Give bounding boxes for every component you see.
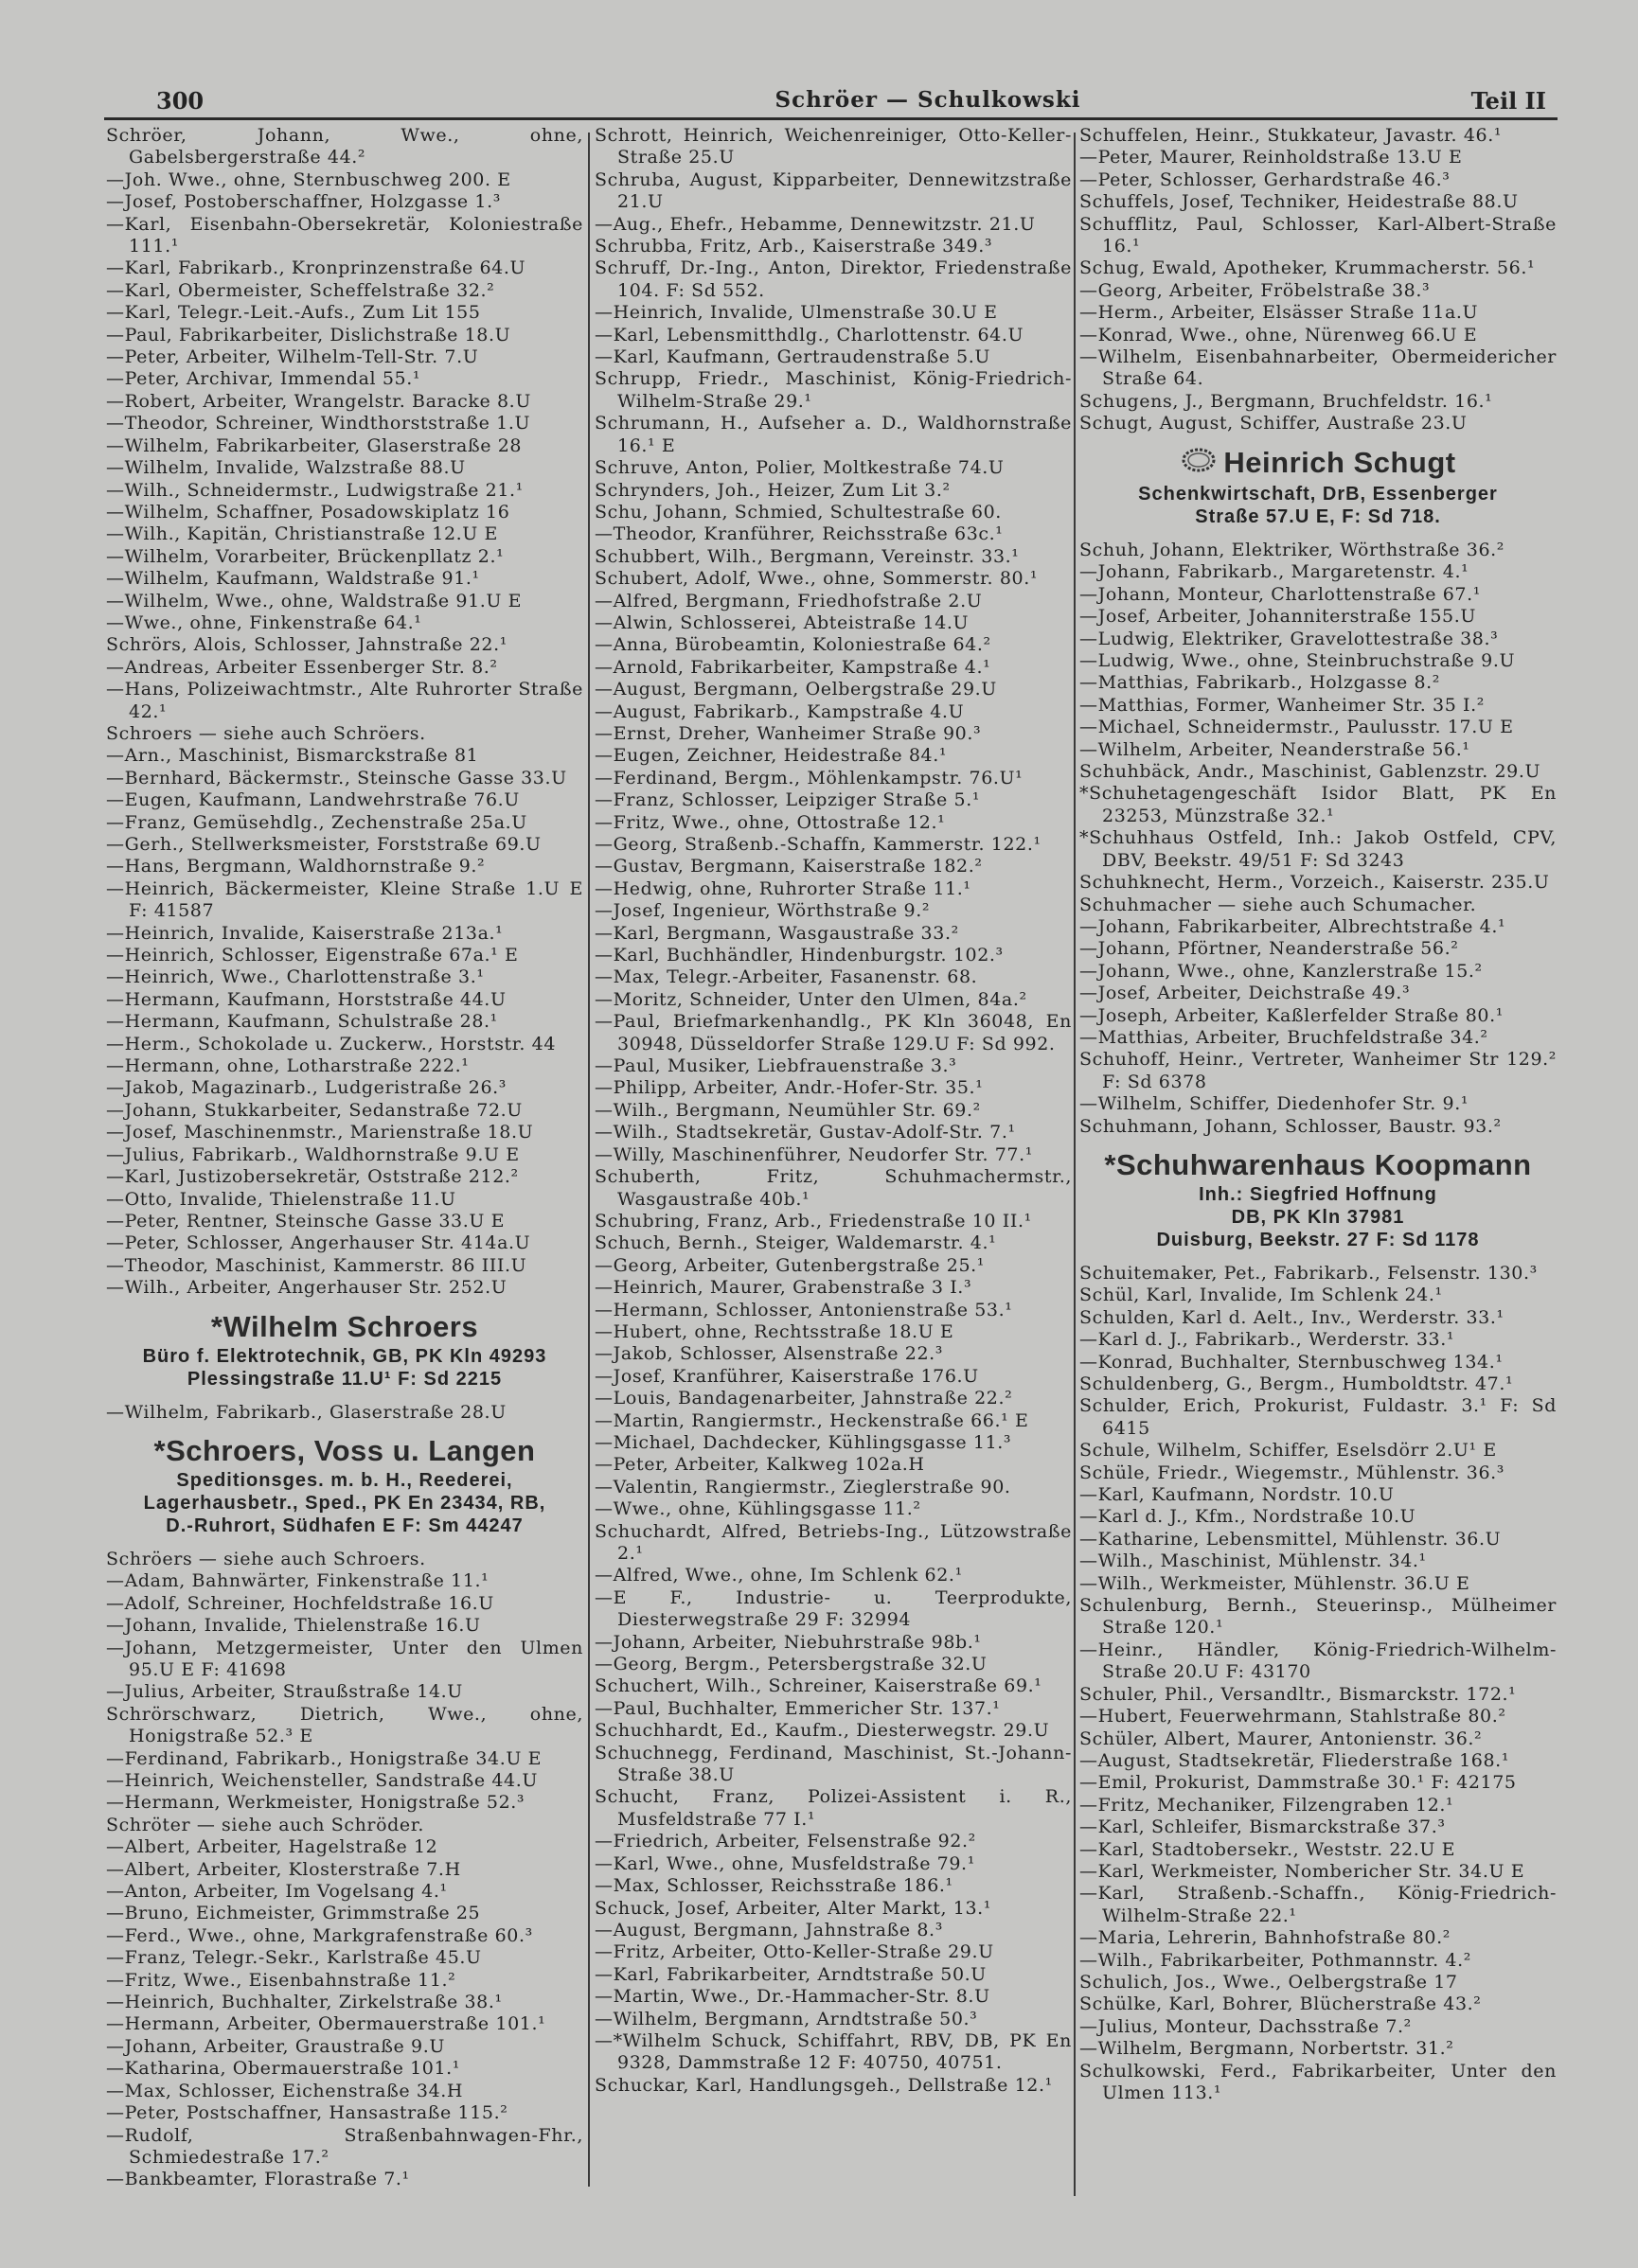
directory-entry: —Wilhelm, Schiffer, Diedenhofer Str. 9.¹ xyxy=(1079,1093,1469,1115)
directory-entry: —Hermann, Schlosser, Antonienstraße 53.¹ xyxy=(595,1299,1013,1320)
directory-entry: —Peter, Maurer, Reinholdstraße 13.U E xyxy=(1079,147,1463,168)
directory-entry: —Albert, Arbeiter, Hagelstraße 12 xyxy=(106,1836,438,1858)
directory-entry: —Peter, Postschaffner, Hansastraße 115.² xyxy=(106,2102,508,2124)
directory-entry: —Michael, Schneidermstr., Paulusstr. 17.U E xyxy=(1079,717,1514,738)
advertisement-line: Straße 57.U E, F: Sd 718. xyxy=(1195,506,1441,527)
directory-entry: Schulich, Jos., Wwe., Oelbergstraße 17 xyxy=(1079,1971,1458,1993)
directory-entry: —Matthias, Former, Wanheimer Str. 35 I.² xyxy=(1079,694,1486,716)
directory-entry: —Theodor, Maschinist, Kammerstr. 86 III.U xyxy=(106,1254,527,1276)
directory-entry: Schüle, Friedr., Wiegemstr., Mühlenstr. 36.³ xyxy=(1079,1462,1505,1483)
directory-entry: —Emil, Prokurist, Dammstraße 30.¹ F: 42175 xyxy=(1079,1772,1517,1794)
directory-entry: Schulder, Erich, Prokurist, Fuldastr. 3.¹ F: Sd 6415 xyxy=(1079,1395,1557,1439)
directory-entry: —Karl, Kaufmann, Nordstr. 10.U xyxy=(1079,1484,1395,1506)
directory-entry: —Max, Telegr.-Arbeiter, Fasanenstr. 68. xyxy=(595,966,978,988)
directory-entry: —Anton, Arbeiter, Im Vogelsang 4.¹ xyxy=(106,1881,448,1903)
directory-entry: Schrynders, Joh., Heizer, Zum Lit 3.² xyxy=(595,479,951,501)
advertisement-block xyxy=(106,1309,583,1391)
directory-entry: —Michael, Dachdecker, Kühlingsgasse 11.³ xyxy=(595,1431,1012,1453)
directory-entry: —Johann, Monteur, Charlottenstraße 67.¹ xyxy=(1079,583,1481,605)
directory-entry: —Arn., Maschinist, Bismarckstraße 81 xyxy=(106,745,479,767)
directory-entry: —Wwe., ohne, Finkenstraße 64.¹ xyxy=(106,611,422,633)
directory-entry: —Johann, Fabrikarb., Margaretenstr. 4.¹ xyxy=(1079,561,1469,583)
directory-entry: —Karl d. J., Kfm., Nordstraße 10.U xyxy=(1079,1506,1416,1528)
directory-entry: —Franz, Gemüsehdlg., Zechenstraße 25a.U xyxy=(106,811,527,833)
directory-entry: Schrubba, Fritz, Arb., Kaiserstraße 349.³ xyxy=(595,236,993,257)
directory-entry: Schulden, Karl d. Aelt., Inv., Werderstr. 33.¹ xyxy=(1079,1306,1504,1328)
directory-entry: —Julius, Monteur, Dachsstraße 7.² xyxy=(1079,2015,1412,2037)
directory-entry: —Karl, Obermeister, Scheffelstraße 32.² xyxy=(106,279,495,301)
directory-entry: Schubring, Franz, Arb., Friedenstraße 10 II.¹ xyxy=(595,1210,1032,1231)
directory-entry: —August, Fabrikarb., Kampstraße 4.U xyxy=(595,700,965,722)
directory-entry: —Wilh., Bergmann, Neumühler Str. 69.² xyxy=(595,1099,981,1121)
directory-entry: —Bernhard, Bäckermstr., Steinsche Gasse 33.U xyxy=(106,767,567,788)
directory-entry: —Konrad, Wwe., ohne, Nürenweg 66.U E xyxy=(1079,324,1478,346)
directory-entry: Schuckar, Karl, Handlungsgeh., Dellstraße 12.¹ xyxy=(595,2074,1053,2096)
directory-entry: Schuchnegg, Ferdinand, Maschinist, St.-Johann-Straße 38.U xyxy=(595,1742,1072,1786)
directory-entry: Schruve, Anton, Polier, Moltkestraße 74.U xyxy=(595,457,1005,479)
directory-entry: —Theodor, Kranführer, Reichsstraße 63c.¹ xyxy=(595,523,1004,545)
directory-entry: —E F., Industrie- u. Teerprodukte, Diesterwegstraße 29 F: 32994 xyxy=(595,1586,1072,1631)
directory-entry: —Julius, Fabrikarb., Waldhornstraße 9.U E xyxy=(106,1143,520,1165)
directory-entry: —Julius, Arbeiter, Straußstraße 14.U xyxy=(106,1681,463,1703)
directory-entry: —Ferdinand, Bergm., Möhlenkampstr. 76.U¹ xyxy=(595,767,1024,788)
directory-entry: —Ernst, Dreher, Wanheimer Straße 90.³ xyxy=(595,722,982,744)
page-header xyxy=(104,83,1558,120)
directory-entry: Schröer, Johann, Wwe., ohne, Gabelsbergerstraße 44.² xyxy=(106,125,583,168)
directory-entry: —Konrad, Buchhalter, Sternbuschweg 134.¹ xyxy=(1079,1351,1504,1373)
column-3 xyxy=(1079,125,1557,2104)
advertisement-title xyxy=(106,1433,583,1469)
laurel-wreath-icon xyxy=(1180,446,1218,483)
directory-entry: Schufflitz, Paul, Schlosser, Karl-Albert-Straße 16.¹ xyxy=(1079,213,1557,257)
directory-entry: Schuchardt, Alfred, Betriebs-Ing., Lützowstraße 2.¹ xyxy=(595,1520,1072,1564)
directory-entry: —Karl, Fabrikarbeiter, Arndtstraße 50.U xyxy=(595,1963,987,1985)
advertisement-line: Duisburg, Beekstr. 27 F: Sd 1178 xyxy=(1156,1229,1480,1250)
directory-entry: —Wilhelm, Fabrikarb., Glaserstraße 28.U xyxy=(106,1401,507,1423)
directory-entry: —Paul, Musiker, Liebfrauenstraße 3.³ xyxy=(595,1055,957,1077)
directory-entry: —Hermann, Arbeiter, Obermauerstraße 101.¹ xyxy=(106,2013,546,2035)
directory-entry: —Heinrich, Maurer, Grabenstraße 3 I.³ xyxy=(595,1277,972,1299)
directory-entry: Schuberth, Fritz, Schuhmachermstr., Wasgaustraße 40b.¹ xyxy=(595,1166,1072,1210)
directory-entry: —Hans, Bergmann, Waldhornstraße 9.² xyxy=(106,856,486,877)
directory-entry: —Wilh., Stadtsekretär, Gustav-Adolf-Str. 7.¹ xyxy=(595,1122,1016,1143)
directory-entry: —Karl, Schleifer, Bismarckstraße 37.³ xyxy=(1079,1816,1446,1838)
directory-entry: —August, Stadtsekretär, Fliederstraße 168.¹ xyxy=(1079,1749,1510,1771)
directory-entry: *Schuhetagengeschäft Isidor Blatt, PK En 23253, Münzstraße 32.¹ xyxy=(1079,783,1557,826)
directory-entry: Schröers — siehe auch Schroers. xyxy=(106,1548,426,1569)
directory-entry: —Josef, Kranführer, Kaiserstraße 176.U xyxy=(595,1365,979,1387)
directory-entry: —Wilhelm, Invalide, Walzstraße 88.U xyxy=(106,457,466,479)
directory-entry: Schuler, Phil., Versandltr., Bismarckstr. 172.¹ xyxy=(1079,1683,1517,1705)
directory-entry: —Bankbeamter, Florastraße 7.¹ xyxy=(106,2169,410,2190)
advertisement-line: Büro f. Elektrotechnik, GB, PK Kln 49293 xyxy=(142,1345,547,1367)
directory-entry: —Valentin, Rangiermstr., Zieglerstraße 90. xyxy=(595,1476,1011,1497)
page-number: 300 xyxy=(156,87,205,115)
directory-entry: —Wilhelm, Arbeiter, Neanderstraße 56.¹ xyxy=(1079,738,1470,760)
directory-entry: Schule, Wilhelm, Schiffer, Eselsdörr 2.U¹ E xyxy=(1079,1440,1497,1462)
directory-entry: Schuhoff, Heinr., Vertreter, Wanheimer Str 129.² F: Sd 6378 xyxy=(1079,1049,1557,1092)
directory-entry: —Johann, Metzgermeister, Unter den Ulmen 95.U E F: 41698 xyxy=(106,1637,583,1680)
directory-entry: —Heinr., Händler, König-Friedrich-Wilhelm-Straße 20.U F: 43170 xyxy=(1079,1639,1557,1683)
directory-entry: —Hermann, Werkmeister, Honigstraße 52.³ xyxy=(106,1792,525,1814)
directory-entry: —Heinrich, Wwe., Charlottenstraße 3.¹ xyxy=(106,966,485,988)
directory-entry: —Hans, Polizeiwachtmstr., Alte Ruhrorter Straße 42.¹ xyxy=(106,679,583,722)
directory-entry: —Peter, Arbeiter, Wilhelm-Tell-Str. 7.U xyxy=(106,346,479,368)
directory-entry: —Karl, Stadtobersekr., Weststr. 22.U E xyxy=(1079,1838,1456,1860)
directory-entry: —Georg, Bergm., Petersbergstraße 32.U xyxy=(595,1654,988,1675)
directory-entry: Schuhmann, Johann, Schlosser, Baustr. 93.² xyxy=(1079,1115,1502,1137)
directory-entry: Schug, Ewald, Apotheker, Krummacherstr. 56.¹ xyxy=(1079,257,1536,279)
directory-entry: Schulenburg, Bernh., Steuerinsp., Mülheimer Straße 120.¹ xyxy=(1079,1595,1557,1639)
directory-entry: —Otto, Invalide, Thielenstraße 11.U xyxy=(106,1188,456,1210)
advertisement-line: Speditionsges. m. b. H., Reederei, xyxy=(176,1469,513,1491)
directory-entry: Schuhbäck, Andr., Maschinist, Gablenzstr. 29.U xyxy=(1079,761,1541,783)
directory-entry: —Adolf, Schreiner, Hochfeldstraße 16.U xyxy=(106,1592,494,1614)
directory-entry: —Willy, Maschinenführer, Neudorfer Str. 77.¹ xyxy=(595,1143,1033,1165)
directory-entry: *Schuhhaus Ostfeld, Inh.: Jakob Ostfeld, CPV, DBV, Beekstr. 49/51 F: Sd 3243 xyxy=(1079,827,1557,871)
directory-entry: —Fritz, Mechaniker, Filzengraben 12.¹ xyxy=(1079,1794,1454,1816)
advertisement-line: DB, PK Kln 37981 xyxy=(1231,1206,1405,1228)
directory-entry: Schülke, Karl, Bohrer, Blücherstraße 43.² xyxy=(1079,1993,1482,2015)
directory-entry: —Jakob, Magazinarb., Ludgeristraße 26.³ xyxy=(106,1077,507,1099)
advertisement-title xyxy=(1079,1147,1557,1183)
directory-entry: Schruff, Dr.-Ing., Anton, Direktor, Friedenstraße 104. F: Sd 552. xyxy=(595,257,1072,301)
directory-entry: Schrörschwarz, Dietrich, Wwe., ohne, Honigstraße 52.³ E xyxy=(106,1703,583,1747)
directory-entry: Schuck, Josef, Arbeiter, Alter Markt, 13.¹ xyxy=(595,1897,992,1919)
directory-entry: —Eugen, Zeichner, Heidestraße 84.¹ xyxy=(595,745,948,767)
directory-entry: —Hedwig, ohne, Ruhrorter Straße 11.¹ xyxy=(595,877,971,899)
directory-entry: —Albert, Arbeiter, Klosterstraße 7.H xyxy=(106,1858,461,1880)
directory-entry: —Rudolf, Straßenbahnwagen-Fhr., Schmiedestraße 17.² xyxy=(106,2124,583,2168)
advertisement-name: Heinrich Schugt xyxy=(1223,445,1456,479)
directory-entry: —Karl, Fabrikarb., Kronprinzenstraße 64.U xyxy=(106,257,526,279)
directory-entry: —Moritz, Schneider, Unter den Ulmen, 84a.² xyxy=(595,988,1027,1010)
directory-entry: —Katharine, Lebensmittel, Mühlenstr. 36.U xyxy=(1079,1528,1502,1550)
directory-entry: —Johann, Fabrikarbeiter, Albrechtstraße 4.¹ xyxy=(1079,915,1506,937)
directory-entry: —Franz, Telegr.-Sekr., Karlstraße 45.U xyxy=(106,1947,482,1969)
directory-entry: Schuh, Johann, Elektriker, Wörthstraße 36.² xyxy=(1079,540,1504,560)
directory-entry: —Wilh., Schneidermstr., Ludwigstraße 21.¹ xyxy=(106,479,524,501)
directory-entry: —Adam, Bahnwärter, Finkenstraße 11.¹ xyxy=(106,1570,490,1592)
advertisement-block xyxy=(1079,1147,1557,1251)
directory-entry: —Wilhelm, Vorarbeiter, Brückenpllatz 2.¹ xyxy=(106,545,505,567)
directory-entry: —Johann, Pförtner, Neanderstraße 56.² xyxy=(1079,938,1459,960)
directory-entry: Schulkowski, Ferd., Fabrikarbeiter, Unter den Ulmen 113.¹ xyxy=(1079,2060,1557,2103)
directory-entry: —Jakob, Schlosser, Alsenstraße 22.³ xyxy=(595,1343,944,1365)
directory-entry: —Ludwig, Wwe., ohne, Steinbruchstraße 9.U xyxy=(1079,650,1516,672)
directory-entry: —Josef, Postoberschaffner, Holzgasse 1.³ xyxy=(106,191,501,213)
directory-entry: —Gustav, Bergmann, Kaiserstraße 182.² xyxy=(595,856,983,877)
directory-entry: —Josef, Arbeiter, Deichstraße 49.³ xyxy=(1079,983,1411,1004)
directory-entry: —Johann, Wwe., ohne, Kanzlerstraße 15.² xyxy=(1079,960,1483,982)
directory-entry: —Wilh., Arbeiter, Angerhauser Str. 252.U xyxy=(106,1277,507,1299)
directory-entry: Schruba, August, Kipparbeiter, Dennewitzstraße 21.U xyxy=(595,168,1072,213)
directory-entry: —Wilh., Maschinist, Mühlenstr. 34.¹ xyxy=(1079,1550,1427,1572)
directory-entry: —Heinrich, Invalide, Kaiserstraße 213a.¹ xyxy=(106,922,504,944)
column-2 xyxy=(595,125,1072,2097)
directory-entry: —Peter, Rentner, Steinsche Gasse 33.U E xyxy=(106,1210,506,1231)
directory-entry: —Maria, Lehrerin, Bahnhofstraße 80.² xyxy=(1079,1927,1451,1949)
directory-entry: —Wilhelm, Bergmann, Norbertstr. 31.² xyxy=(1079,2038,1454,2060)
directory-entry: —Matthias, Fabrikarb., Holzgasse 8.² xyxy=(1079,672,1440,694)
directory-entry: —Theodor, Schreiner, Windthorststraße 1.U xyxy=(106,413,531,434)
directory-entry: Schuffels, Josef, Techniker, Heidestraße 88.U xyxy=(1079,191,1519,213)
directory-entry: —Heinrich, Schlosser, Eigenstraße 67a.¹ E xyxy=(106,945,519,966)
directory-entry: Schrumann, H., Aufseher a. D., Waldhornstraße 16.¹ E xyxy=(595,413,1072,456)
directory-entry: Schroers — siehe auch Schröers. xyxy=(106,722,426,744)
directory-entry: —Fritz, Wwe., Eisenbahnstraße 11.² xyxy=(106,1969,456,1991)
directory-entry: —Wilhelm, Kaufmann, Waldstraße 91.¹ xyxy=(106,568,480,590)
directory-entry: —Wilhelm, Bergmann, Arndtstraße 50.³ xyxy=(595,2008,978,2029)
directory-entry: —Karl d. J., Fabrikarb., Werderstr. 33.¹ xyxy=(1079,1329,1455,1351)
directory-entry: Schrott, Heinrich, Weichenreiniger, Otto-Keller-Straße 25.U xyxy=(595,125,1072,168)
directory-entry: —Matthias, Arbeiter, Bruchfeldstraße 34.² xyxy=(1079,1026,1488,1048)
directory-entry: —Wilh., Fabrikarbeiter, Pothmannstr. 4.² xyxy=(1079,1949,1471,1971)
directory-entry: —Heinrich, Invalide, Ulmenstraße 30.U E xyxy=(595,302,998,324)
directory-entry: —Paul, Fabrikarbeiter, Dislichstraße 18.U xyxy=(106,324,511,346)
column-divider xyxy=(588,133,590,2187)
advertisement-line: Plessingstraße 11.U¹ F: Sd 2215 xyxy=(187,1368,503,1390)
directory-entry: —Wilhelm, Wwe., ohne, Waldstraße 91.U E xyxy=(106,590,523,611)
directory-entry: —Josef, Maschinenmstr., Marienstraße 18.U xyxy=(106,1122,534,1143)
directory-entry: Schuch, Bernh., Steiger, Waldemarstr. 4.¹ xyxy=(595,1232,997,1254)
directory-entry: Schrörs, Alois, Schlosser, Jahnstraße 22.¹ xyxy=(106,634,507,656)
directory-entry: —Hermann, ohne, Lotharstraße 222.¹ xyxy=(106,1055,470,1077)
directory-entry: —Hubert, Feuerwehrmann, Stahlstraße 80.² xyxy=(1079,1706,1506,1728)
directory-entry: Schül, Karl, Invalide, Im Schlenk 24.¹ xyxy=(1079,1285,1443,1306)
directory-entry: —Paul, Briefmarkenhandlg., PK Kln 36048, En 30948, Düsseldorfer Straße 129.U F: Sd 992. xyxy=(595,1011,1072,1054)
directory-entry: —Heinrich, Bäckermeister, Kleine Straße 1.U E F: 41587 xyxy=(106,877,583,922)
directory-entry: —August, Bergmann, Oelbergstraße 29.U xyxy=(595,679,997,700)
directory-entry: —Johann, Stukkarbeiter, Sedanstraße 72.U xyxy=(106,1099,523,1121)
directory-entry: —Karl, Werkmeister, Nombericher Str. 34.U E xyxy=(1079,1860,1525,1882)
directory-entry: —Karl, Buchhändler, Hindenburgstr. 102.³ xyxy=(595,945,1004,966)
directory-entry: —Johann, Invalide, Thielenstraße 16.U xyxy=(106,1615,481,1637)
advertisement-name: *Schuhwarenhaus Koopmann xyxy=(1104,1147,1532,1181)
directory-entry: —Heinrich, Weichensteller, Sandstraße 44.U xyxy=(106,1770,538,1791)
advertisement-line: Lagerhausbetr., Sped., PK En 23434, RB, xyxy=(143,1492,546,1514)
directory-entry: —Heinrich, Buchhalter, Zirkelstraße 38.¹ xyxy=(106,1992,503,2013)
directory-entry: —Karl, Straßenb.-Schaffn., König-Friedrich-Wilhelm-Straße 22.¹ xyxy=(1079,1883,1557,1926)
directory-entry: —Max, Schlosser, Eichenstraße 34.H xyxy=(106,2080,464,2101)
directory-entry: Schuhknecht, Herm., Vorzeich., Kaiserstr. 235.U xyxy=(1079,872,1550,894)
directory-entry: —Max, Schlosser, Reichsstraße 186.¹ xyxy=(595,1875,953,1897)
directory-entry: —Karl, Lebensmitthdlg., Charlottenstr. 64.U xyxy=(595,324,1024,346)
directory-entry: —Peter, Schlosser, Gerhardstraße 46.³ xyxy=(1079,168,1451,190)
directory-entry: —Wwe., ohne, Kühlingsgasse 11.² xyxy=(595,1498,921,1520)
advertisement-name: *Wilhelm Schroers xyxy=(210,1309,479,1343)
directory-entry: Schugt, August, Schiffer, Austraße 23.U xyxy=(1079,413,1468,434)
directory-entry: Schuchhardt, Ed., Kaufm., Diesterwegstr. 29.U xyxy=(595,1720,1050,1742)
directory-entry: —Hermann, Kaufmann, Horststraße 44.U xyxy=(106,988,507,1010)
directory-entry: —Karl, Bergmann, Wasgaustraße 33.² xyxy=(595,922,959,944)
directory-entry: —Fritz, Wwe., ohne, Ottostraße 12.¹ xyxy=(595,811,946,833)
directory-entry: —Georg, Straßenb.-Schaffn, Kammerstr. 122.¹ xyxy=(595,834,1042,855)
part-label: Teil II xyxy=(1470,87,1546,115)
advertisement-line: Inh.: Siegfried Hoffnung xyxy=(1199,1183,1437,1205)
directory-entry: Schucht, Franz, Polizei-Assistent i. R., Musfeldstraße 77 I.¹ xyxy=(595,1786,1072,1830)
directory-entry: Schüler, Albert, Maurer, Antonienstr. 36.² xyxy=(1079,1728,1483,1749)
directory-entry: —Wilh., Werkmeister, Mühlenstr. 36.U E xyxy=(1079,1572,1470,1594)
directory-entry: —Bruno, Eichmeister, Grimmstraße 25 xyxy=(106,1903,481,1924)
directory-entry: —Karl, Eisenbahn-Obersekretär, Koloniestraße 111.¹ xyxy=(106,213,583,257)
directory-entry: —Georg, Arbeiter, Fröbelstraße 38.³ xyxy=(1079,279,1431,301)
directory-entry: Schubert, Adolf, Wwe., ohne, Sommerstr. 80.¹ xyxy=(595,568,1039,590)
directory-entry: —Eugen, Kaufmann, Landwehrstraße 76.U xyxy=(106,789,520,811)
directory-entry: —Alfred, Wwe., ohne, Im Schlenk 62.¹ xyxy=(595,1565,963,1586)
directory-entry: —Karl, Kaufmann, Gertraudenstraße 5.U xyxy=(595,346,990,368)
directory-entry: —August, Bergmann, Jahnstraße 8.³ xyxy=(595,1919,943,1940)
directory-entry: —Josef, Arbeiter, Johanniterstraße 155.U xyxy=(1079,606,1476,628)
directory-entry: Schuhmacher — siehe auch Schumacher. xyxy=(1079,894,1477,915)
directory-entry: —Anna, Bürobeamtin, Koloniestraße 64.² xyxy=(595,634,991,656)
directory-entry: —Wilhelm, Eisenbahnarbeiter, Obermeidericher Straße 64. xyxy=(1079,346,1557,390)
directory-entry: —Wilhelm, Schaffner, Posadowskiplatz 16 xyxy=(106,501,510,523)
directory-entry: —Paul, Buchhalter, Emmericher Str. 137.¹ xyxy=(595,1697,1001,1719)
directory-entry: —Peter, Arbeiter, Kalkweg 102a.H xyxy=(595,1454,925,1476)
directory-entry: —Alfred, Bergmann, Friedhofstraße 2.U xyxy=(595,590,983,611)
directory-entry: —Alwin, Schlosserei, Abteistraße 14.U xyxy=(595,611,970,633)
directory-entry: —Georg, Arbeiter, Gutenbergstraße 25.¹ xyxy=(595,1254,986,1276)
directory-entry: —Philipp, Arbeiter, Andr.-Hofer-Str. 35.¹ xyxy=(595,1077,984,1099)
directory-entry: —Andreas, Arbeiter Essenberger Str. 8.² xyxy=(106,656,498,678)
directory-entry: —Hermann, Kaufmann, Schulstraße 28.¹ xyxy=(106,1011,498,1033)
column-1 xyxy=(106,125,583,2191)
directory-entry: Schuldenberg, G., Bergm., Humboldtstr. 47.¹ xyxy=(1079,1373,1514,1394)
directory-entry: —Aug., Ehefr., Hebamme, Dennewitzstr. 21.U xyxy=(595,213,1036,235)
running-title: Schröer — Schulkowski xyxy=(774,87,1081,113)
directory-entry: —Martin, Rangiermstr., Heckenstraße 66.¹ E xyxy=(595,1409,1029,1431)
advertisement-line: Schenkwirtschaft, DrB, Essenberger xyxy=(1138,484,1498,505)
directory-entry: —*Wilhelm Schuck, Schiffahrt, RBV, DB, PK En 9328, Dammstraße 12 F: 40750, 40751. xyxy=(595,2029,1072,2074)
directory-entry: —Karl, Justizobersekretär, Oststraße 212.² xyxy=(106,1166,519,1188)
directory-entry: Schröter — siehe auch Schröder. xyxy=(106,1814,424,1835)
advertisement-title xyxy=(1079,445,1557,483)
directory-entry: Schubbert, Wilh., Bergmann, Vereinstr. 33.¹ xyxy=(595,545,1020,567)
directory-entry: —Hubert, ohne, Rechtsstraße 18.U E xyxy=(595,1320,954,1342)
directory-entry: Schuchert, Wilh., Schreiner, Kaiserstraße 69.¹ xyxy=(595,1675,1042,1697)
directory-entry: —Arnold, Fabrikarbeiter, Kampstraße 4.¹ xyxy=(595,656,991,678)
advertisement-title xyxy=(106,1309,583,1345)
directory-entry: —Josef, Ingenieur, Wörthstraße 9.² xyxy=(595,900,931,922)
directory-entry: —Wilh., Kapitän, Christianstraße 12.U E xyxy=(106,523,499,545)
directory-entry: —Johann, Arbeiter, Niebuhrstraße 98b.¹ xyxy=(595,1631,982,1653)
directory-entry: —Peter, Schlosser, Angerhauser Str. 414a.U xyxy=(106,1232,531,1254)
directory-entry: —Friedrich, Arbeiter, Felsenstraße 92.² xyxy=(595,1831,976,1852)
directory-entry: Schrupp, Friedr., Maschinist, König-Friedrich-Wilhelm-Straße 29.¹ xyxy=(595,368,1072,412)
directory-entry: —Ferdinand, Fabrikarb., Honigstraße 34.U E xyxy=(106,1747,543,1769)
directory-entry: —Ferd., Wwe., ohne, Markgrafenstraße 60.³ xyxy=(106,1924,533,1946)
directory-entry: —Joh. Wwe., ohne, Sternbuschweg 200. E xyxy=(106,168,511,190)
directory-entry: —Joseph, Arbeiter, Kaßlerfelder Straße 80.¹ xyxy=(1079,1004,1504,1026)
directory-entry: Schugens, J., Bergmann, Bruchfeldstr. 16.¹ xyxy=(1079,390,1493,412)
directory-entry: —Louis, Bandagenarbeiter, Jahnstraße 22.² xyxy=(595,1388,1013,1409)
advertisement-name: *Schroers, Voss u. Langen xyxy=(153,1433,536,1467)
directory-entry: —Katharina, Obermauerstraße 101.¹ xyxy=(106,2058,460,2080)
directory-entry: —Wilhelm, Fabrikarbeiter, Glaserstraße 28 xyxy=(106,434,523,456)
directory-entry: —Herm., Schokolade u. Zuckerw., Horststr. 44 xyxy=(106,1033,557,1054)
directory-entry: —Karl, Telegr.-Leit.-Aufs., Zum Lit 155 xyxy=(106,302,481,324)
advertisement-line: D.-Ruhrort, Südhafen E F: Sm 44247 xyxy=(166,1515,524,1536)
directory-entry: —Johann, Arbeiter, Graustraße 9.U xyxy=(106,2035,445,2057)
advertisement-block xyxy=(1079,445,1557,528)
directory-entry: —Ludwig, Elektriker, Gravelottestraße 38.³ xyxy=(1079,628,1499,649)
directory-entry: —Fritz, Arbeiter, Otto-Keller-Straße 29.U xyxy=(595,1941,994,1963)
directory-entry: Schu, Johann, Schmied, Schultestraße 60. xyxy=(595,501,1002,523)
directory-entry: Schuffelen, Heinr., Stukkateur, Javastr. 46.¹ xyxy=(1079,125,1503,146)
advertisement-block xyxy=(106,1433,583,1537)
directory-entry: Schuitemaker, Pet., Fabrikarb., Felsenstr. 130.³ xyxy=(1079,1262,1538,1284)
directory-entry: —Herm., Arbeiter, Elsässer Straße 11a.U xyxy=(1079,302,1479,324)
directory-entry: —Karl, Wwe., ohne, Musfeldstraße 79.¹ xyxy=(595,1852,975,1874)
directory-entry: —Franz, Schlosser, Leipziger Straße 5.¹ xyxy=(595,789,981,811)
directory-entry: —Martin, Wwe., Dr.-Hammacher-Str. 8.U xyxy=(595,1986,990,2008)
directory-entry: —Gerh., Stellwerksmeister, Forststraße 69.U xyxy=(106,834,542,855)
directory-entry: —Robert, Arbeiter, Wrangelstr. Baracke 8.U xyxy=(106,390,531,412)
directory-entry: —Peter, Archivar, Immendal 55.¹ xyxy=(106,368,421,390)
column-divider xyxy=(1074,133,1076,2196)
